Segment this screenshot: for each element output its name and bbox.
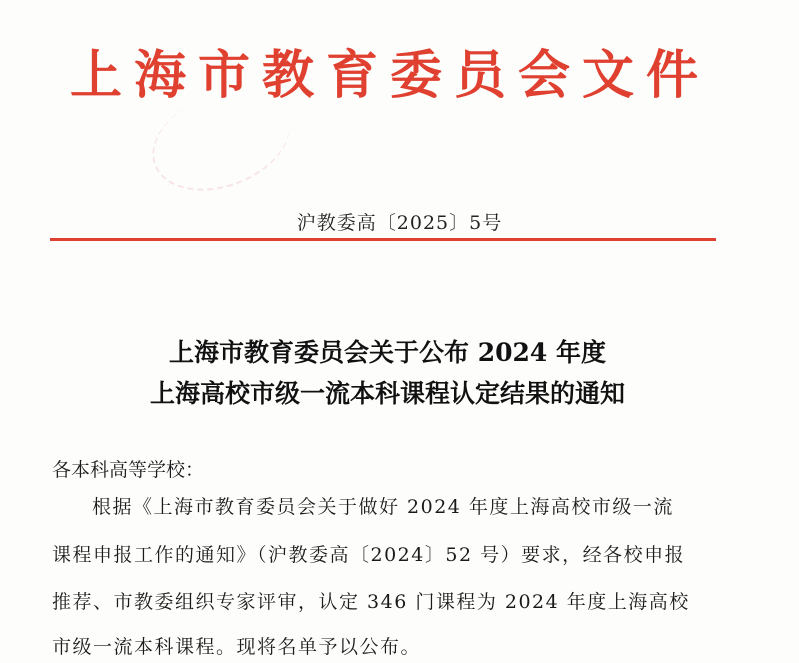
body-paragraph-line: 课程申报工作的通知》（沪教委高〔2024〕52 号）要求，经各校申报 <box>52 544 686 566</box>
body-paragraph-line: 市级一流本科课程。现将名单予以公布。 <box>52 636 422 658</box>
red-divider-rule <box>50 238 716 241</box>
document-masthead: 上海市教育委员会文件 <box>69 45 710 106</box>
body-paragraph-line: 根据《上海市教育委员会关于做好 2024 年度上海高校市级一流 <box>92 496 674 518</box>
document-title-line-2: 上海高校市级一流本科课程认定结果的通知 <box>149 379 625 408</box>
salutation: 各本科高等学校： <box>52 459 205 481</box>
body-paragraph-line: 推荐、市教委组织专家评审，认定 346 门课程为 2024 年度上海高校 <box>52 591 690 613</box>
document-title-line-1: 上海市教育委员会关于公布 2024 年度 <box>169 338 606 367</box>
document-number: 沪教委高〔2025〕5号 <box>296 212 503 234</box>
